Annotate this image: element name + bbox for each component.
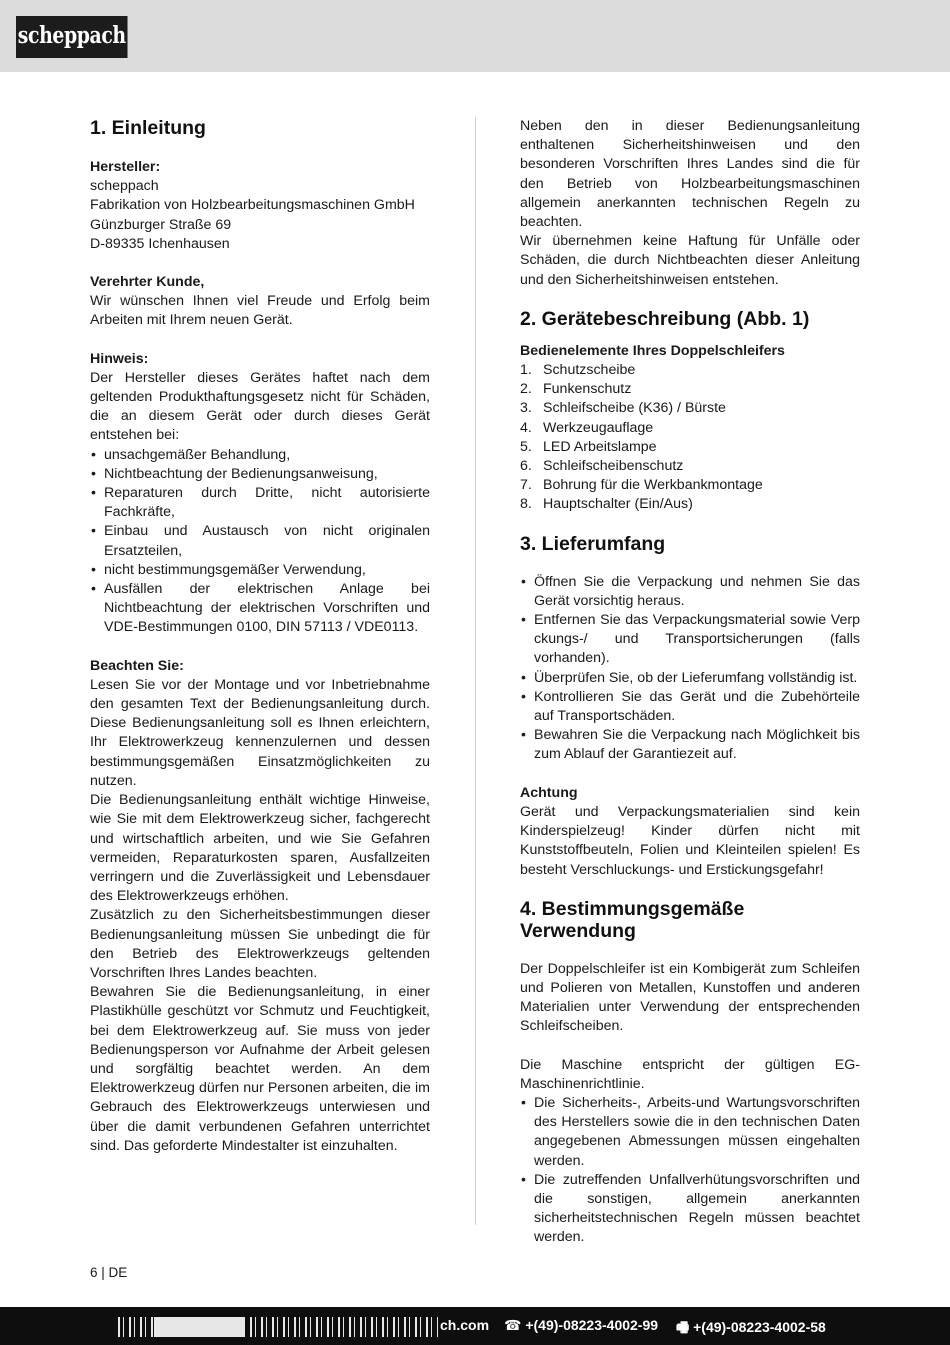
list-item: • unsachgemäßer Behandlung, <box>90 446 430 465</box>
right-column <box>520 117 860 1248</box>
use-list <box>520 1094 860 1248</box>
manufacturer-label: Hersteller: <box>90 159 161 175</box>
controls-label: Bedienelemente Ihres Doppelschleifers <box>520 342 785 359</box>
observe-label: Beachten Sie: <box>90 657 184 674</box>
manufacturer-line: scheppach <box>90 178 159 195</box>
footer-fax: 🖷 +(49)-08223-4002-58 <box>676 1319 826 1335</box>
delivery-list <box>520 573 860 765</box>
note-text: Der Hersteller dieses Gerätes haftet nach dem geltenden Produkthaftungsgesetz nicht für Schäden, die an diesem Gerät oder durch dieses Gerät entstehen bei: <box>90 369 430 444</box>
scheppach-logo: scheppach <box>16 16 128 58</box>
manufacturer-line: Fabrikation von Holzbearbeitungsmaschinen GmbH <box>90 197 415 214</box>
footer-bar <box>0 1307 950 1345</box>
list-item: 7. Bohrung für die Werkbankmontage <box>520 477 763 494</box>
list-item: 3. Schleifscheibe (K36) / Bürste <box>520 400 726 417</box>
list-item: • Nichtbeachtung der Bedienungsanweisung, <box>90 465 430 484</box>
list-item: • Die zutreffenden Unfallverhütungsvorschriften und die sonstigen, allgemein anerkannten sicherheitstechnischen Regeln müssen beachtet werden. <box>520 1171 860 1248</box>
observe-paragraph: Die Bedienungsanleitung enthält wichtige Hinweise, wie Sie mit dem Elektrowerkzeug sicher, fachgerecht und wirtschaftlich arbeiten, und wie Sie Gefahren vermeiden, Reparaturkosten sparen, Ausfallzeiten verringern und die Zuverlässigkeit und Lebensdauer des Elektrowerkzeugs erhöhen. <box>90 792 430 905</box>
footer-phone: ☎ +(49)-08223-4002-99 <box>504 1317 659 1333</box>
manufacturer-line: Günzburger Straße 69 <box>90 216 232 233</box>
list-item: 8. Hauptschalter (Ein/Aus) <box>520 496 693 513</box>
section-4-title: 4. Bestimmungsgemäße Verwendung <box>520 897 745 942</box>
note-label: Hinweis: <box>90 350 149 367</box>
footer-website[interactable]: ch.com <box>440 1317 490 1333</box>
footer-graphic <box>118 1317 438 1337</box>
list-item: • Kontrollieren Sie das Gerät und die Zubehörteile auf Transportschäden. <box>520 688 860 726</box>
list-item: • Ausfällen der elektrischen Anlage bei Nichtbeachtung der elektrischen Vorschriften und VDE-Bestimmungen 0100, DIN 57113 / VDE0113. <box>90 580 430 638</box>
use-paragraph: Der Doppelschleifer ist ein Kombigerät zum Schleifen und Polieren von Metallen, Kunstoffen und anderen Materialien unter Verwendung der entsprechenden Schleifscheiben. <box>520 960 860 1035</box>
list-item: • Einbau und Austausch von nicht originalen Ersatzteilen, <box>90 522 430 560</box>
attention-label: Achtung <box>520 784 578 801</box>
list-item: 4. Werkzeugauflage <box>520 419 654 436</box>
section-2-title: 2. Gerätebeschreibung (Abb. 1) <box>520 307 810 330</box>
intro-paragraph: Wir übernehmen keine Haftung für Unfälle oder Schäden, die durch Nichtbeachten dieser Anleitung und den Sicherheitshinweisen entstehen. <box>520 233 860 288</box>
column-divider <box>475 117 476 1225</box>
observe-paragraph: Bewahren Sie die Bedienungsanleitung, in einer Plastikhülle geschützt vor Schmutz und Feuchtigkeit, bei dem Elektrowerkzeug auf. Sie muss von jeder Bedienungsperson vor Aufnahme der Arbeit gelesen und sorgfältig beachtet werden. An dem Elektrowerkzeug dürfen nur Personen arbeiten, die im Gebrauch des Elektrowerkzeugs unterwiesen und über die damit verbundenen Gefahren unterrichtet sind. Das geforderte Mindestalter ist einzuhalten. <box>90 984 430 1154</box>
intro-paragraph: Neben den in dieser Bedienungsanleitung enthaltenen Sicherheitshinweisen und den besonderen Vorschriften Ihres Landes sind die für den Betrieb von Holzbearbeitungsmaschinen allgemein anerkannten technischen Regeln zu beachten. <box>520 118 860 231</box>
list-item: • Entfernen Sie das Verpackungsmaterial sowie Verp ckungs-/ und Transportsicherungen (falls vorhanden). <box>520 611 860 669</box>
list-item: • Reparaturen durch Dritte, nicht autorisierte Fachkräfte, <box>90 484 430 522</box>
list-item: • Überprüfen Sie, ob der Lieferumfang vollständig ist. <box>520 669 860 688</box>
list-item: 1. Schutzscheibe <box>520 362 636 379</box>
list-item: 6. Schleifscheibenschutz <box>520 458 684 475</box>
observe-paragraph: Lesen Sie vor der Montage und vor Inbetriebnahme den gesamten Text der Bedienungsanleitung durch. Diese Bedienungsanleitung soll es Ihnen erleichtern, Ihr Elektrowerkzeug kennenzulernen und dessen bestimmungsgemäßen Einsatzmöglichkeiten zu nutzen. <box>90 676 430 789</box>
list-item: 5. LED Arbeitslampe <box>520 438 657 455</box>
list-item: • Öffnen Sie die Verpackung und nehmen Sie das Gerät vorsichtig heraus. <box>520 573 860 611</box>
dear-customer-text: Wir wünschen Ihnen viel Freude und Erfolg beim Arbeiten mit Ihrem neuen Gerät. <box>90 293 430 329</box>
manufacturer-line: D-89335 Ichenhausen <box>90 235 230 252</box>
use-paragraph: Die Maschine entspricht der gültigen EG-Maschinenrichtlinie. <box>520 1056 860 1092</box>
note-list <box>90 446 430 638</box>
list-item: • Die Sicherheits-, Arbeits-und Wartungsvorschriften des Herstellers sowie die in den technischen Daten angegebenen Abmessungen müssen eingehalten werden. <box>520 1094 860 1171</box>
attention-text: Gerät und Verpackungsmaterialien sind kein Kinderspielzeug! Kinder dürfen nicht mit Kunststoffbeuteln, Folien und Kleinteilen spielen! Es besteht Verschluckungs- und Erstickungsgefahr! <box>520 803 860 878</box>
section-3-title: 3. Lieferumfang <box>520 532 666 555</box>
controls-list <box>520 361 860 515</box>
dear-customer-label: Verehrter Kunde, <box>90 274 205 291</box>
section-1-title: 1. Einleitung <box>90 117 206 139</box>
page-number: 6 | DE <box>90 1265 128 1280</box>
list-item: • Bewahren Sie die Verpackung nach Möglichkeit bis zum Ablauf der Garantiezeit auf. <box>520 726 860 764</box>
list-item: 2. Funkenschutz <box>520 381 632 398</box>
header-bar <box>0 0 950 72</box>
left-column <box>90 117 430 1156</box>
list-item: • nicht bestimmungsgemäßer Verwendung, <box>90 561 430 580</box>
observe-paragraph: Zusätzlich zu den Sicherheitsbestimmungen dieser Bedienungsanleitung müssen Sie unbedingt die für den Betrieb des Elektrowerkzeugs geltenden Vorschriften Ihres Landes beachten. <box>90 907 430 981</box>
